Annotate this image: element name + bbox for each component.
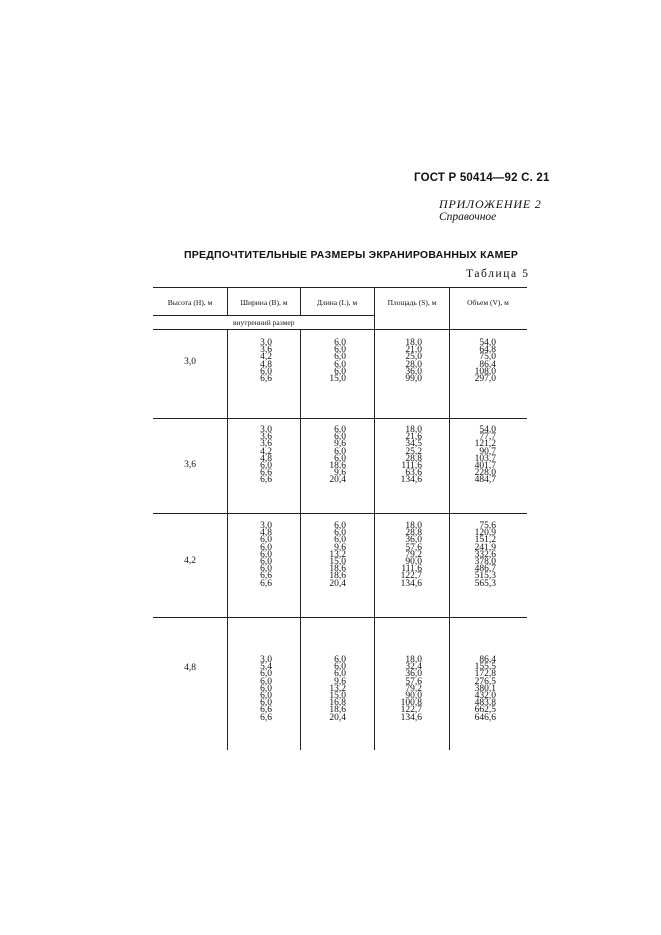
table-cell: 3,0	[260, 425, 272, 435]
table-cell: 79,2	[405, 549, 422, 560]
table-cell: 3,0	[260, 655, 272, 665]
table-cell: 75,0	[479, 352, 496, 363]
table-cell: 646,6	[474, 712, 496, 723]
table-cell: 99,0	[405, 373, 422, 384]
table-cell: 28,0	[405, 359, 422, 370]
table-cell: 6,0	[260, 690, 272, 701]
column-divider	[449, 330, 450, 750]
table-caption: Таблица 5	[466, 268, 530, 280]
table-cell: 3,0	[260, 521, 272, 531]
table-cell: 57,6	[405, 676, 422, 687]
area-values	[382, 427, 422, 485]
table-cell: 100,8	[400, 698, 422, 709]
table-cell: 13,2	[329, 549, 346, 560]
table-cell: 6,0	[260, 698, 272, 709]
table-top-border	[153, 287, 527, 288]
table-cell: 6,0	[334, 453, 346, 464]
table-cell: 515,3	[474, 571, 496, 582]
table-cell: 6,0	[334, 669, 346, 680]
table-cell: 6,6	[260, 475, 272, 486]
table-cell: 9,6	[334, 439, 346, 450]
table-cell: 486,7	[474, 564, 496, 575]
table-cell: 6,0	[334, 655, 346, 665]
height-value: 3,0	[184, 357, 196, 367]
table-cell: 20,4	[329, 578, 346, 589]
table-cell: 9,6	[334, 676, 346, 687]
header-bottom-border	[153, 329, 527, 330]
inner-size-rule	[153, 315, 375, 316]
column-divider	[227, 330, 228, 750]
table-cell: 120,9	[474, 528, 496, 539]
length-values	[306, 523, 346, 588]
table-cell: 25,0	[405, 352, 422, 363]
table-cell: 6,0	[260, 366, 272, 377]
table-cell: 32,4	[405, 662, 422, 673]
table-cell: 6,0	[260, 542, 272, 553]
table-cell: 565,3	[474, 578, 496, 589]
table-cell: 4,8	[260, 359, 272, 370]
table-cell: 4,8	[260, 528, 272, 539]
volume-values	[456, 427, 496, 485]
table-cell: 20,4	[329, 475, 346, 486]
table-cell: 79,2	[405, 683, 422, 694]
table-cell: 21,0	[405, 345, 422, 356]
table-cell: 6,0	[260, 549, 272, 560]
table-cell: 6,0	[334, 432, 346, 443]
table-cell: 122,7	[400, 571, 422, 582]
table-cell: 483,8	[474, 698, 496, 709]
table-cell: 90,0	[405, 690, 422, 701]
column-divider	[300, 287, 301, 315]
table-cell: 6,0	[260, 564, 272, 575]
table-cell: 28,8	[405, 528, 422, 539]
column-divider	[374, 287, 375, 330]
table-cell: 25,2	[405, 446, 422, 457]
height-value: 3,6	[184, 460, 196, 470]
table-cell: 432,0	[474, 690, 496, 701]
table-cell: 90,7	[479, 446, 496, 457]
table-cell: 6,0	[334, 338, 346, 348]
table-cell: 6,0	[260, 683, 272, 694]
table-cell: 6,0	[260, 676, 272, 687]
column-header-height: Высота (H), м	[167, 298, 213, 307]
table-cell: 6,0	[334, 528, 346, 539]
column-divider	[300, 330, 301, 750]
table-cell: 54,0	[479, 425, 496, 435]
table-cell: 20,4	[329, 712, 346, 723]
table-cell: 662,5	[474, 705, 496, 716]
table-cell: 18,0	[405, 425, 422, 435]
volume-values	[456, 657, 496, 722]
table-cell: 6,6	[260, 373, 272, 384]
table-cell: 241,9	[474, 542, 496, 553]
table-cell: 18,0	[405, 521, 422, 531]
table-cell: 4,2	[260, 352, 272, 363]
table-cell: 6,6	[260, 571, 272, 582]
appendix-label: ПРИЛОЖЕНИЕ 2	[439, 197, 542, 211]
column-header-area: Площадь (S), м	[387, 298, 437, 307]
length-values	[306, 340, 346, 383]
group-divider	[153, 418, 527, 419]
volume-values	[456, 340, 496, 383]
table-cell: 6,6	[260, 705, 272, 716]
table-cell: 18,6	[329, 460, 346, 471]
table-cell: 15,0	[329, 690, 346, 701]
table-cell: 172,8	[474, 669, 496, 680]
table-cell: 3,6	[260, 439, 272, 450]
column-header-volume: Объем (V), м	[467, 298, 509, 307]
table-cell: 6,0	[260, 460, 272, 471]
page-title: ПРЕДПОЧТИТЕЛЬНЫЕ РАЗМЕРЫ ЭКРАНИРОВАННЫХ КАМЕР	[184, 249, 519, 261]
table-cell: 6,0	[334, 446, 346, 457]
table-cell: 86,4	[479, 359, 496, 370]
column-header-length: Длина (L), м	[316, 298, 358, 307]
table-cell: 9,6	[334, 468, 346, 479]
table-cell: 6,0	[260, 535, 272, 546]
table-cell: 36,0	[405, 535, 422, 546]
table-cell: 18,6	[329, 705, 346, 716]
table-cell: 122,7	[400, 705, 422, 716]
column-divider	[449, 287, 450, 330]
table-cell: 6,0	[334, 366, 346, 377]
table-cell: 332,6	[474, 549, 496, 560]
table-cell: 4,2	[260, 446, 272, 457]
table-cell: 3,6	[260, 345, 272, 356]
table-cell: 18,0	[405, 655, 422, 665]
table-cell: 380,1	[474, 683, 496, 694]
width-values	[232, 523, 272, 588]
table-cell: 64,8	[479, 345, 496, 356]
table-cell: 15,0	[329, 556, 346, 567]
area-values	[382, 657, 422, 722]
table-cell: 6,0	[334, 345, 346, 356]
table-cell: 6,0	[334, 535, 346, 546]
height-value: 4,2	[184, 556, 196, 566]
table-cell: 103,7	[474, 453, 496, 464]
table-cell: 121,2	[474, 439, 496, 450]
table-cell: 6,0	[334, 352, 346, 363]
table-cell: 4,8	[260, 453, 272, 464]
table-cell: 28,8	[405, 453, 422, 464]
table-cell: 57,6	[405, 542, 422, 553]
appendix-type: Справочное	[439, 211, 497, 223]
width-values	[232, 340, 272, 383]
table-cell: 6,0	[334, 521, 346, 531]
table-cell: 77,7	[479, 432, 496, 443]
column-divider	[374, 330, 375, 750]
table-cell: 134,6	[400, 578, 422, 589]
table-cell: 21,6	[405, 432, 422, 443]
table-cell: 5,4	[260, 662, 272, 673]
table-cell: 134,6	[400, 712, 422, 723]
table-cell: 134,6	[400, 475, 422, 486]
table-cell: 276,5	[474, 676, 496, 687]
table-cell: 16,8	[329, 698, 346, 709]
height-value: 4,8	[184, 663, 196, 673]
table-cell: 86,4	[479, 655, 496, 665]
area-values	[382, 340, 422, 383]
table-cell: 75,6	[479, 521, 496, 531]
table-cell: 151,2	[474, 535, 496, 546]
table-cell: 6,6	[260, 578, 272, 589]
length-values	[306, 427, 346, 485]
table-cell: 18,0	[405, 338, 422, 348]
width-values	[232, 427, 272, 485]
area-values	[382, 523, 422, 588]
table-cell: 484,7	[474, 475, 496, 486]
table-cell: 6,0	[260, 556, 272, 567]
table-cell: 13,2	[329, 683, 346, 694]
column-header-width: Ширина (B), м	[240, 298, 288, 307]
table-cell: 54,0	[479, 338, 496, 348]
table-cell: 3,6	[260, 432, 272, 443]
table-cell: 34,5	[405, 439, 422, 450]
table-cell: 15,0	[329, 373, 346, 384]
table-cell: 108,0	[474, 366, 496, 377]
table-cell: 111,6	[401, 460, 422, 471]
table-cell: 6,6	[260, 712, 272, 723]
table-cell: 6,0	[260, 669, 272, 680]
table-cell: 6,0	[334, 359, 346, 370]
table-cell: 6,6	[260, 468, 272, 479]
table-cell: 228,0	[474, 468, 496, 479]
standard-number: ГОСТ Р 50414—92 С. 21	[414, 172, 550, 184]
length-values	[306, 657, 346, 722]
table-cell: 6,0	[334, 425, 346, 435]
table-cell: 90,0	[405, 556, 422, 567]
table-cell: 378,0	[474, 556, 496, 567]
table-cell: 6,0	[334, 662, 346, 673]
table-cell: 18,6	[329, 571, 346, 582]
table-cell: 36,0	[405, 366, 422, 377]
group-divider	[153, 617, 527, 618]
table-cell: 36,0	[405, 669, 422, 680]
column-divider	[227, 287, 228, 315]
table-cell: 155,5	[474, 662, 496, 673]
table-cell: 3,0	[260, 338, 272, 348]
table-cell: 297,0	[474, 373, 496, 384]
table-cell: 63,6	[405, 468, 422, 479]
table-cell: 9,6	[334, 542, 346, 553]
table-cell: 111,6	[401, 564, 422, 575]
width-values	[232, 657, 272, 722]
table-cell: 18,6	[329, 564, 346, 575]
group-divider	[153, 513, 527, 514]
volume-values	[456, 523, 496, 588]
inner-size-label: внутренний размер	[233, 318, 295, 327]
table-cell: 401,7	[474, 460, 496, 471]
